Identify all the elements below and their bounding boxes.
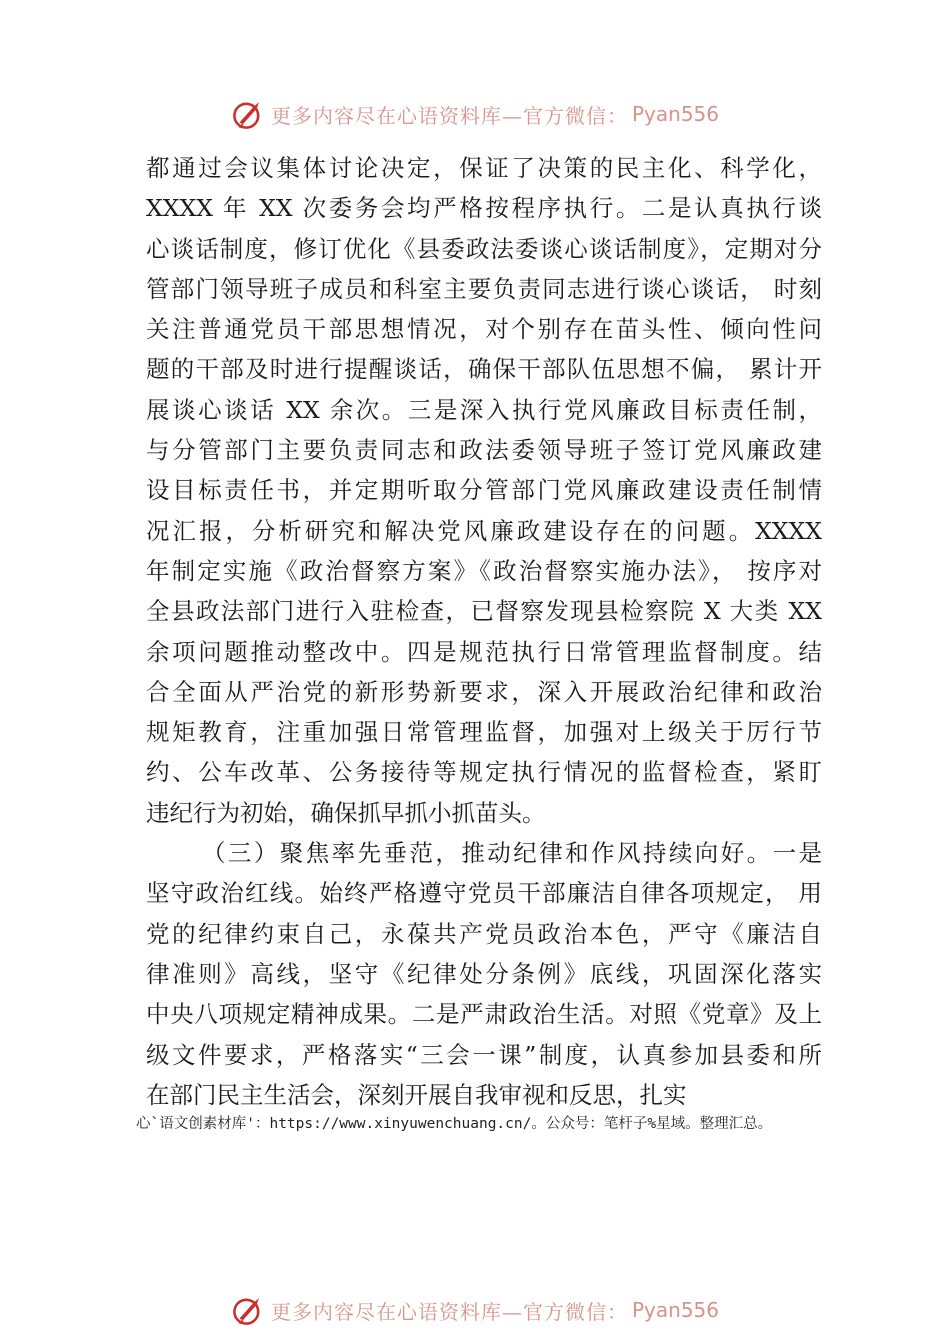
header-banner-wechat-id: Pyan556 [631, 102, 719, 126]
body-line: 展谈心谈话 XX 余次。三是深入执行党风廉政目标责任制， [146, 395, 822, 424]
body-line: 违纪行为初始，确保抓早抓小抓苗头。 [146, 798, 546, 827]
body-line: XXXX 年 XX 次委务会均严格按程序执行。二是认真执行谈 [146, 194, 822, 223]
body-line: 设目标责任书，并定期听取分管部门党风廉政建设责任制情 [146, 476, 822, 505]
footer-banner-text: 更多内容尽在心语资料库—官方微信： [270, 1299, 628, 1324]
body-line: 与分管部门主要负责同志和政法委领导班子签订党风廉政建 [146, 436, 822, 465]
section-heading-line: （三）聚焦率先垂范，推动纪律和作风持续向好。一是 [202, 839, 822, 868]
pen-nib-logo-icon [231, 97, 265, 131]
source-note: 心`语文创素材库'：https://www.xinyuwenchuang.cn/。公众号：笔杆子%星域。整理汇总。 [136, 1116, 773, 1132]
body-line: 党的纪律约束自己，永葆共产党员政治本色，严守《廉洁自 [146, 919, 822, 948]
body-line: 级文件要求，严格落实“三会一课”制度，认真参加县委和所 [146, 1040, 822, 1069]
footer-banner [0, 1290, 950, 1330]
body-line: 合全面从严治党的新形势新要求，深入开展政治纪律和政治 [146, 677, 822, 706]
pen-nib-logo-icon [231, 1293, 265, 1327]
body-line: 关注普通党员干部思想情况，对个别存在苗头性、倾向性问 [146, 315, 822, 344]
body-line: 在部门民主生活会，深刻开展自我审视和反思，扎实 [146, 1080, 687, 1109]
body-line: 约、公车改革、公务接待等规定执行情况的监督检查，紧盯 [146, 758, 822, 787]
body-line: 余项问题推动整改中。四是规范执行日常管理监督制度。结 [146, 637, 822, 666]
header-banner [0, 94, 950, 134]
document-body [146, 148, 822, 1115]
header-banner-text: 更多内容尽在心语资料库—官方微信： [270, 103, 628, 128]
body-line: 心谈话制度，修订优化《县委政法委谈心谈话制度》，定期对分 [146, 234, 822, 263]
body-line: 都通过会议集体讨论决定，保证了决策的民主化、科学化， [146, 154, 822, 182]
body-line: 中央八项规定精神成果。二是严肃政治生活。对照《党章》及上 [146, 1000, 822, 1029]
body-line: 全县政法部门进行入驻检查，已督察发现县检察院 X 大类 XX [146, 597, 822, 626]
body-line: 律准则》高线，坚守《纪律处分条例》底线，巩固深化落实 [146, 959, 822, 988]
body-line: 年制定实施《政治督察方案》《政治督察实施办法》， 按序对 [146, 556, 822, 585]
body-line: 管部门领导班子成员和科室主要负责同志进行谈心谈话， 时刻 [146, 274, 822, 303]
body-line: 况汇报，分析研究和解决党风廉政建设存在的问题。XXXX [146, 516, 822, 545]
body-line: 题的干部及时进行提醒谈话，确保干部队伍思想不偏， 累计开 [146, 355, 822, 384]
body-line: 规矩教育，注重加强日常管理监督，加强对上级关于厉行节 [146, 718, 822, 747]
footer-banner-wechat-id: Pyan556 [631, 1298, 719, 1322]
body-line: 坚守政治红线。始终严格遵守党员干部廉洁自律各项规定， 用 [146, 879, 822, 908]
